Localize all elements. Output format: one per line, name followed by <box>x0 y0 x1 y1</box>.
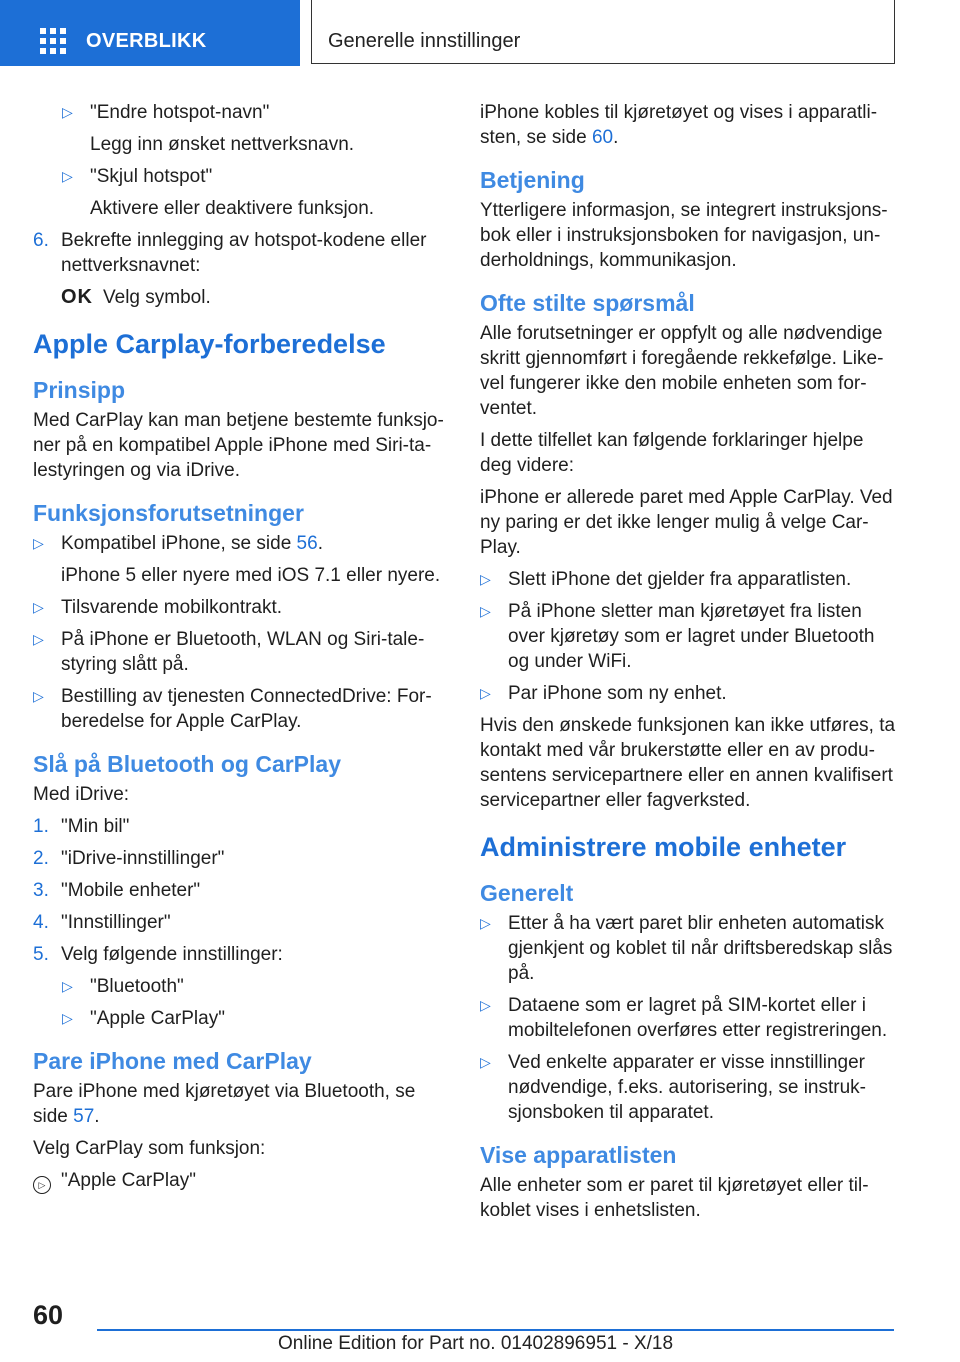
step-number: 6. <box>33 230 49 251</box>
grid-icon <box>40 28 66 54</box>
list-item-text: iPhone 5 eller nyere med iOS 7.1 eller nyere. <box>61 565 441 586</box>
list-item: ▷ Par iPhone som ny enhet. <box>480 683 727 704</box>
list-item: 2. "iDrive-innstillinger" <box>33 848 225 869</box>
footer-divider <box>97 1329 894 1331</box>
ok-icon: OK <box>61 286 93 308</box>
bullet-icon: ▷ <box>480 571 491 587</box>
bullet-icon: ▷ <box>480 1054 491 1070</box>
list-item: 6. Bekrefte innlegging av hotspot-kodene eller nettverksnavnet: <box>33 230 427 276</box>
page-number: 60 <box>33 1300 64 1330</box>
list-item: ▷ Bestilling av tjenesten ConnectedDrive: For-beredelse for Apple CarPlay. <box>33 686 432 732</box>
paragraph: iPhone er allerede paret med Apple CarPlay. Ved ny paring er det ikke lenger mulig å velge Car-Play. <box>480 487 893 558</box>
step-number: 2. <box>33 848 49 869</box>
step-number: 4. <box>33 912 49 933</box>
list-item: ▷ Slett iPhone det gjelder fra apparatlisten. <box>480 569 852 590</box>
list-item: ▷ "Apple CarPlay" <box>62 1008 225 1029</box>
list-item: ▷ På iPhone sletter man kjøretøyet fra listen over kjøretøy som er lagret under Bluetooth og under WiFi. <box>480 601 875 672</box>
subsection-heading: Vise apparatlisten <box>480 1142 677 1168</box>
bullet-icon: ▷ <box>62 104 73 120</box>
list-item: ▷ På iPhone er Bluetooth, WLAN og Siri-tale-styring slått på. <box>33 629 425 675</box>
overview-tab[interactable] <box>0 0 300 66</box>
step-number: 5. <box>33 944 49 965</box>
section-heading: Administrere mobile enheter <box>480 832 847 862</box>
list-item: ▷ Ved enkelte apparater er visse innstillinger nødvendige, f.eks. autorisering, se instruk-sjonsboken til apparatet. <box>480 1052 867 1123</box>
step-number: 1. <box>33 816 49 837</box>
list-item: 3. "Mobile enheter" <box>33 880 201 901</box>
section-tab[interactable] <box>311 0 895 64</box>
page-link[interactable]: 60 <box>591 127 614 148</box>
bullet-icon: ▷ <box>62 168 73 184</box>
list-item: 5. Velg følgende innstillinger: <box>33 944 283 965</box>
list-item: ▷ Kompatibel iPhone, se side 56. <box>33 533 323 554</box>
bullet-icon: ▷ <box>480 997 491 1013</box>
paragraph: Ytterligere informasjon, se integrert instruksjons-bok eller i instruksjonsboken for navigasjon, un-derholdnings, kommunikasjon. <box>480 200 888 271</box>
list-item: ▷ Tilsvarende mobilkontrakt. <box>33 597 283 618</box>
subsection-heading: Ofte stilte spørsmål <box>480 290 695 316</box>
list-item: 4. "Innstillinger" <box>33 912 171 933</box>
play-icon: ▷ <box>33 1176 51 1194</box>
left-column <box>33 100 449 1201</box>
section-title: Generelle innstillinger <box>328 30 521 52</box>
page-link[interactable]: 56 <box>296 533 318 554</box>
bullet-icon: ▷ <box>33 688 44 704</box>
overview-tab-label: OVERBLIKK <box>86 30 207 52</box>
subsection-heading: Slå på Bluetooth og CarPlay <box>33 751 341 777</box>
bullet-icon: ▷ <box>480 685 491 701</box>
paragraph: Alle enheter som er paret til kjøretøyet eller til-koblet vises i enhetslisten. <box>480 1175 869 1221</box>
list-item: ▷ "Endre hotspot-navn" <box>62 102 270 123</box>
subsection-heading: Pare iPhone med CarPlay <box>33 1048 312 1074</box>
right-column <box>480 100 896 1230</box>
subsection-heading: Betjening <box>480 167 585 193</box>
subsection-heading: Generelt <box>480 880 574 906</box>
bullet-icon: ▷ <box>33 535 44 551</box>
footer-edition: Online Edition for Part no. 01402896951 - X/18 <box>278 1333 674 1354</box>
paragraph: I dette tilfellet kan følgende forklaringer hjelpe deg videre: <box>480 430 864 476</box>
paragraph: Hvis den ønskede funksjonen kan ikke utføres, ta kontakt med vår brukerstøtte eller en av produ-sentens servicepartnere eller en annen kvalifisert servicepartner eller fagverksted. <box>480 715 896 811</box>
paragraph: iPhone kobles til kjøretøyet og vises i apparatli-sten, se side 60. <box>480 102 878 148</box>
bullet-icon: ▷ <box>62 1010 73 1026</box>
list-item: ▷ Etter å ha vært paret blir enheten automatisk gjenkjent og koblet til når driftsberedskap slås på. <box>480 913 893 984</box>
bullet-icon: ▷ <box>33 631 44 647</box>
ok-instruction: OK Velg symbol. <box>61 286 211 308</box>
list-item: ▷ Dataene som er lagret på SIM-kortet eller i mobiltelefonen overføres etter registreringen. <box>480 995 888 1041</box>
bullet-icon: ▷ <box>480 915 491 931</box>
subsection-heading: Prinsipp <box>33 377 126 403</box>
bullet-icon: ▷ <box>480 603 491 619</box>
bullet-icon: ▷ <box>62 978 73 994</box>
list-item: ▷ "Bluetooth" <box>62 976 184 997</box>
list-item-text: Legg inn ønsket nettverksnavn. <box>90 134 355 155</box>
page-header <box>0 0 960 66</box>
section-heading: Apple Carplay-forberedelse <box>33 329 386 359</box>
subsection-heading: Funksjonsforutsetninger <box>33 500 304 526</box>
list-item-text: Aktivere eller deaktivere funksjon. <box>90 198 375 219</box>
list-item: ▷ "Skjul hotspot" <box>62 166 213 187</box>
paragraph: Pare iPhone med kjøretøyet via Bluetooth, se side 57. <box>33 1081 416 1127</box>
carplay-instruction: ▷ "Apple CarPlay" <box>33 1168 449 1194</box>
bullet-icon: ▷ <box>33 599 44 615</box>
paragraph: Med CarPlay kan man betjene bestemte funksjo-ner på en kompatibel Apple iPhone med Siri-ta-lestyringen og via iDrive. <box>33 410 444 481</box>
page-link[interactable]: 57 <box>73 1106 95 1127</box>
paragraph: Med iDrive: <box>33 784 130 805</box>
paragraph: Velg CarPlay som funksjon: <box>33 1138 266 1159</box>
step-number: 3. <box>33 880 49 901</box>
list-item: 1. "Min bil" <box>33 816 130 837</box>
paragraph: Alle forutsetninger er oppfylt og alle nødvendige skritt gjennomført i foregående rekkefølge. Like-vel fungerer ikke den mobile enheten som for-ventet. <box>480 323 884 419</box>
